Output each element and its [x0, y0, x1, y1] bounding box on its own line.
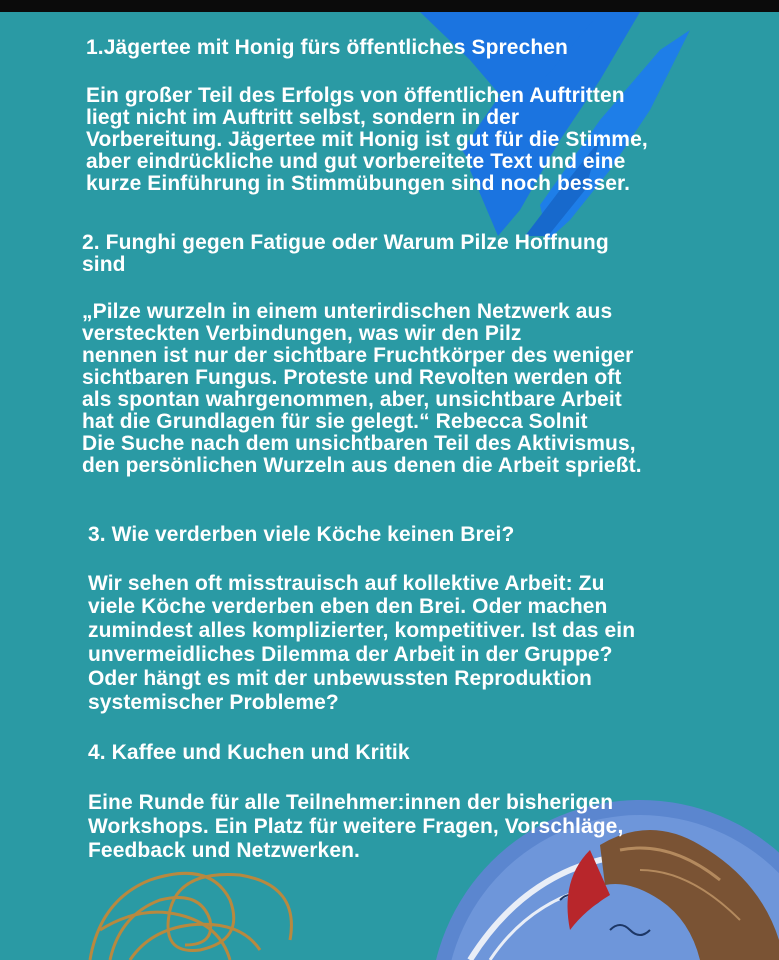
section-1-body-line: aber eindrückliche und gut vorbereitete Text und eine — [86, 150, 626, 173]
section-3-body-line: viele Köche verderben eben den Brei. Oder machen — [88, 595, 608, 618]
section-2-body-line: Die Suche nach dem unsichtbaren Teil des Aktivismus, — [82, 432, 636, 455]
section-4-heading: 4. Kaffee und Kuchen und Kritik — [88, 741, 410, 764]
section-3-body-line: Wir sehen oft misstrauisch auf kollektive Arbeit: Zu — [88, 572, 605, 595]
section-3-heading: 3. Wie verderben viele Köche keinen Brei? — [88, 523, 515, 546]
section-2-body-line: als spontan wahrgenommen, aber, unsichtbare Arbeit — [82, 388, 622, 411]
section-2-body-line: versteckten Verbindungen, was wir den Pilz — [82, 322, 522, 345]
section-3-body-line: Oder hängt es mit der unbewussten Reproduktion — [88, 667, 592, 690]
section-1-body-line: Ein großer Teil des Erfolgs von öffentlichen Auftritten — [86, 84, 625, 107]
section-4-body-line: Eine Runde für alle Teilnehmer:innen der bisherigen — [88, 791, 614, 814]
section-4-body-line: Feedback und Netzwerken. — [88, 839, 360, 862]
section-2-body-line: hat die Grundlagen für sie gelegt.“ Rebecca Solnit — [82, 410, 588, 433]
section-3-body-line: systemischer Probleme? — [88, 691, 339, 714]
section-2-heading: sind — [82, 253, 126, 276]
section-3-body-line: zumindest alles komplizierter, kompetitiver. Ist das ein — [88, 619, 636, 642]
section-2-body-line: „Pilze wurzeln in einem unterirdischen Netzwerk aus — [82, 300, 613, 323]
section-1-heading: 1.Jägertee mit Honig fürs öffentliches Sprechen — [86, 36, 568, 59]
section-1-body-line: Vorbereitung. Jägertee mit Honig ist gut für die Stimme, — [86, 128, 648, 151]
section-1-body-line: liegt nicht im Auftritt selbst, sondern in der — [86, 106, 520, 129]
section-1-body-line: kurze Einführung in Stimmübungen sind noch besser. — [86, 172, 631, 195]
section-2-heading: 2. Funghi gegen Fatigue oder Warum Pilze Hoffnung — [82, 231, 609, 254]
section-3-body-line: unvermeidliches Dilemma der Arbeit in der Gruppe? — [88, 643, 613, 666]
section-2-body-line: sichtbaren Fungus. Proteste und Revolten werden oft — [82, 366, 622, 389]
section-2-body-line: den persönlichen Wurzeln aus denen die Arbeit sprießt. — [82, 454, 642, 477]
section-4-body-line: Workshops. Ein Platz für weitere Fragen, Vorschläge, — [88, 815, 624, 838]
section-2-body-line: nennen ist nur der sichtbare Fruchtkörper des weniger — [82, 344, 634, 367]
